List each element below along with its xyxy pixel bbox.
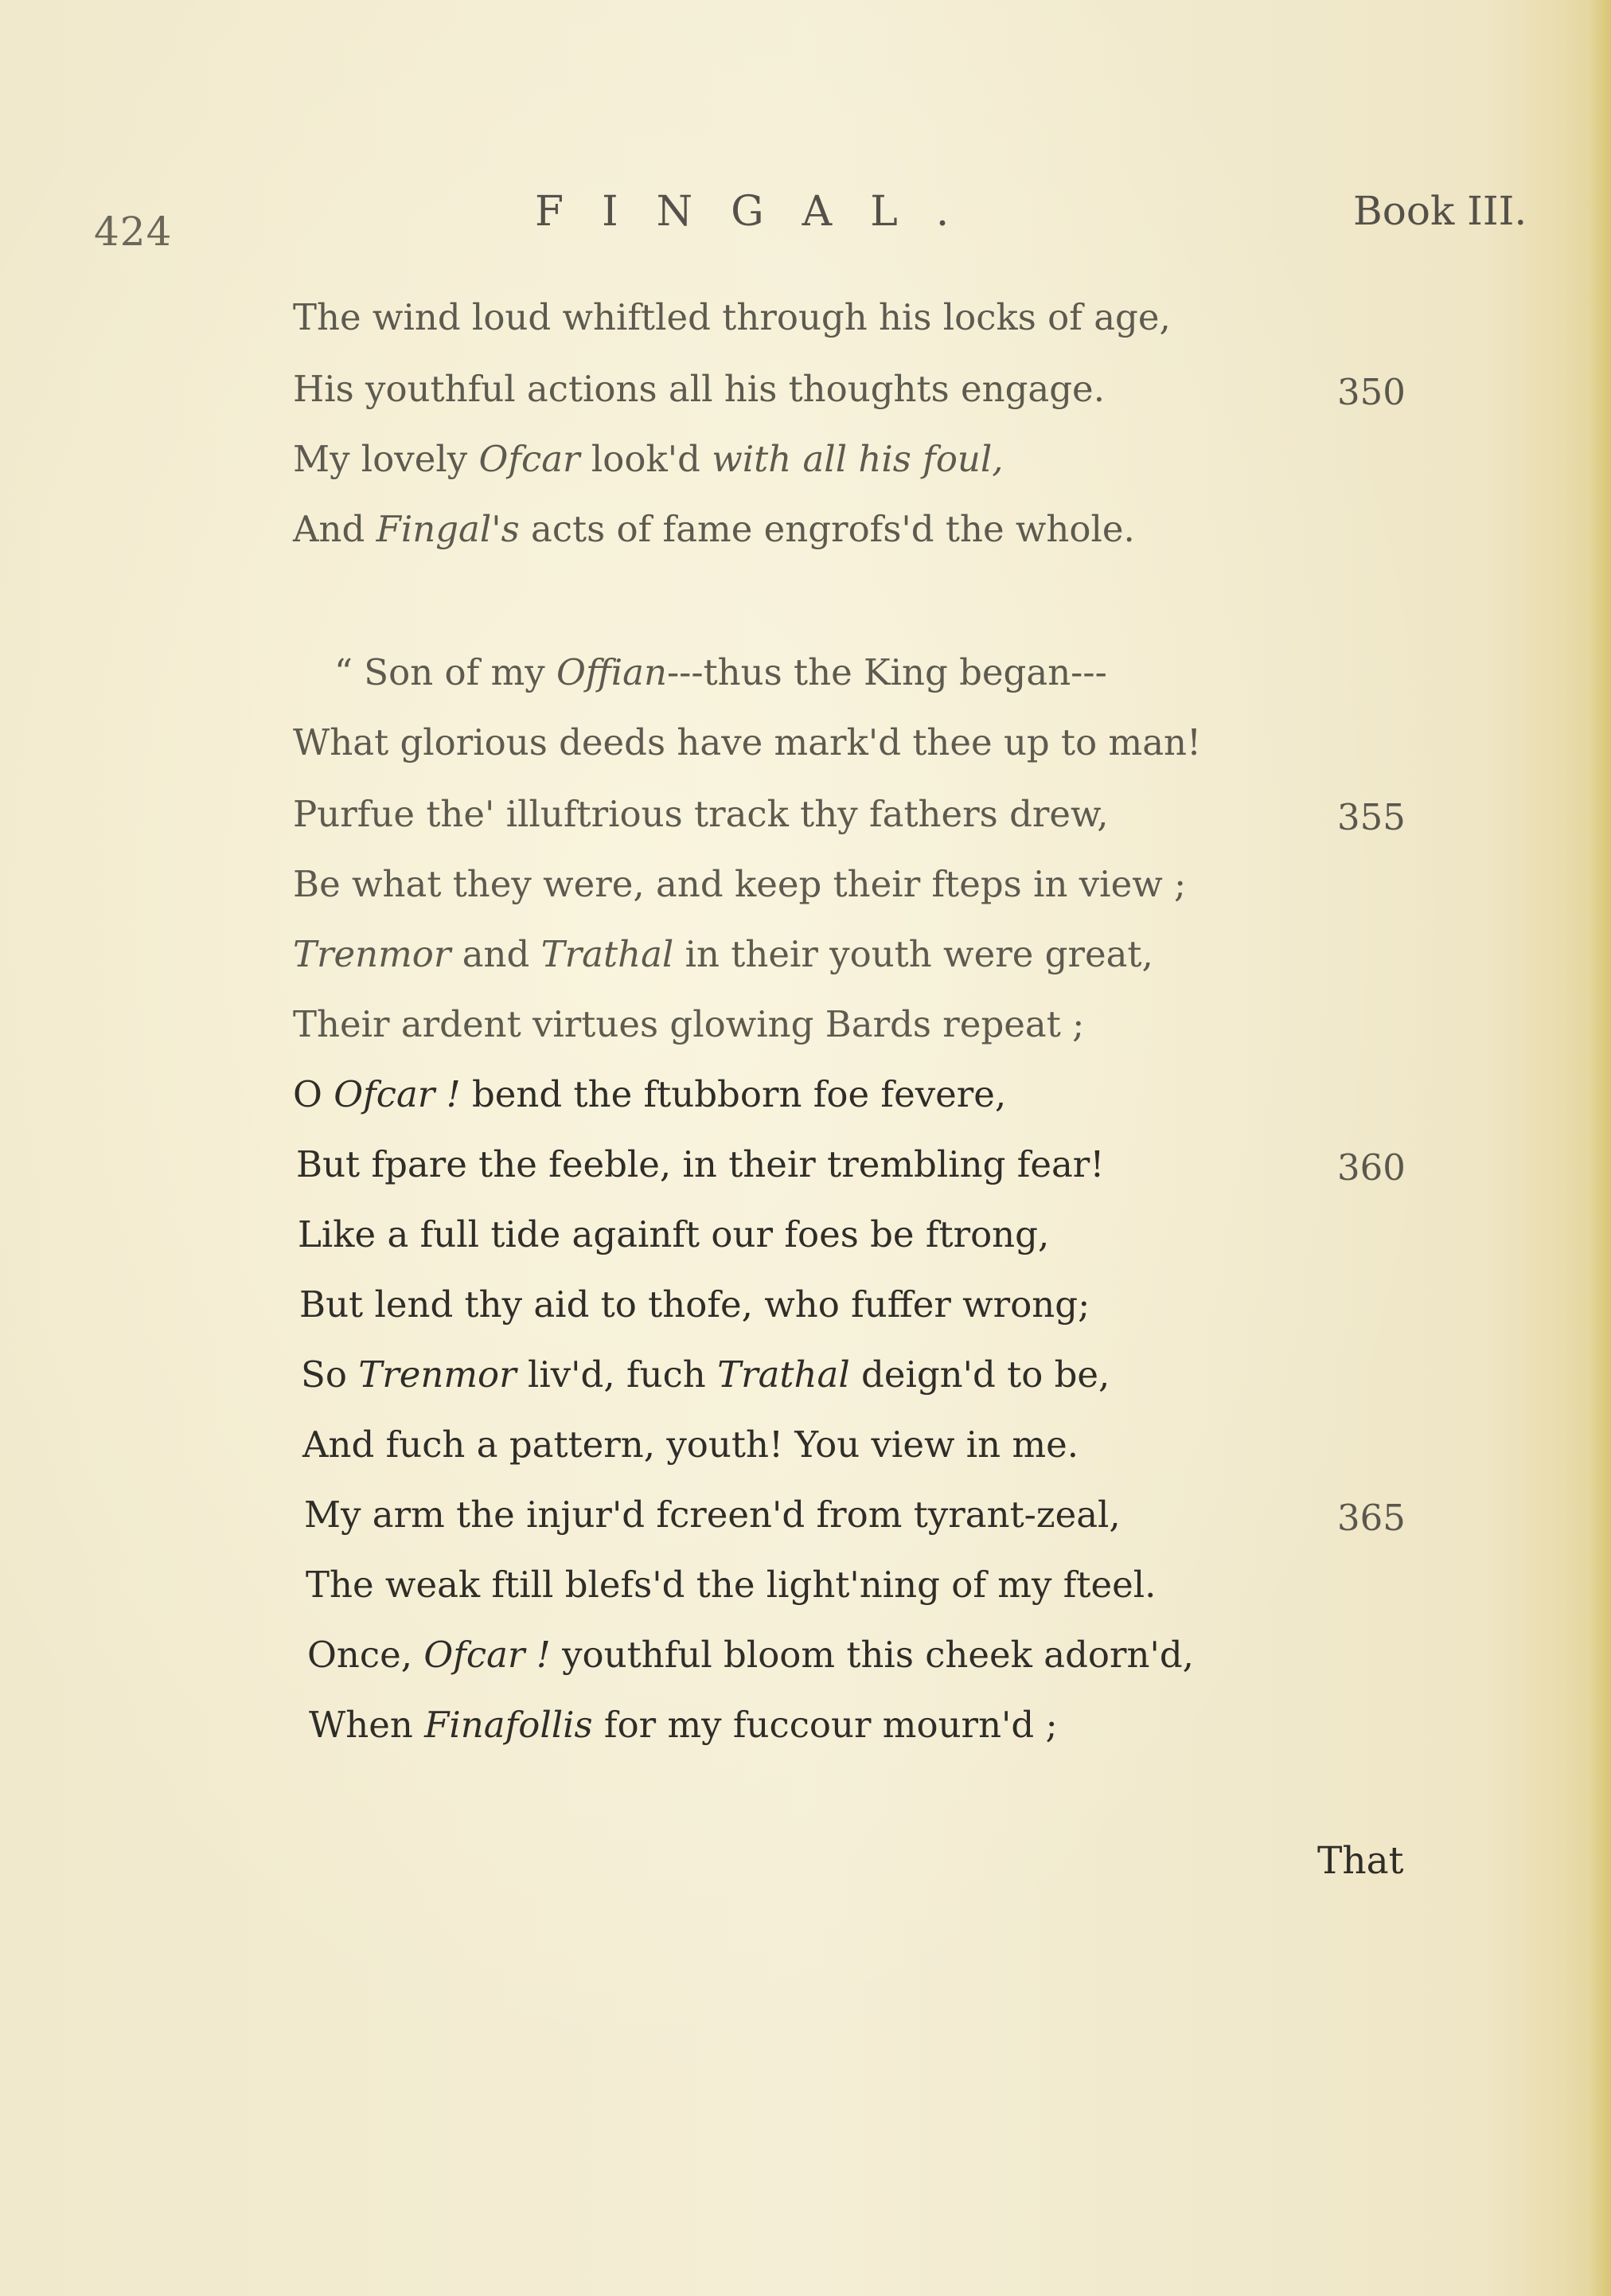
- verse-line: Their ardent virtues glowing Bards repeat ;: [293, 1003, 1085, 1045]
- verse-line: Purfue the' illuftrious track thy fathers drew,: [293, 793, 1109, 835]
- verse-line: And fuch a pattern, youth! You view in me.: [302, 1423, 1079, 1466]
- verse-line: My arm the injur'd fcreen'd from tyrant-zeal,: [304, 1494, 1121, 1536]
- verse-line: “ Son of my Offian---thus the King began---: [334, 651, 1107, 693]
- verse-line: What glorious deeds have mark'd thee up to man!: [293, 721, 1202, 763]
- line-number: 365: [1337, 1497, 1406, 1539]
- page-gutter-shadow: [1589, 0, 1611, 2296]
- catchword: That: [1317, 1839, 1404, 1883]
- verse-line: And Fingal's acts of fame engrofs'd the whole.: [293, 508, 1135, 550]
- verse-line: My lovely Ofcar look'd with all his foul,: [293, 438, 1004, 480]
- verse-line: Be what they were, and keep their fteps in view ;: [293, 863, 1187, 905]
- verse-line: Like a full tide againft our foes be ftrong,: [298, 1213, 1050, 1255]
- line-number: 350: [1337, 371, 1406, 413]
- verse-line: When Finafollis for my fuccour mourn'd ;: [309, 1704, 1058, 1746]
- verse-line: But fpare the feeble, in their trembling fear!: [296, 1143, 1105, 1185]
- verse-line: Trenmor and Trathal in their youth were great,: [293, 933, 1153, 975]
- line-number: 355: [1337, 796, 1406, 838]
- verse-line: So Trenmor liv'd, fuch Trathal deign'd to be,: [301, 1353, 1110, 1396]
- verse-line: The wind loud whiftled through his locks of age,: [293, 296, 1171, 338]
- verse-line: O Ofcar ! bend the ftubborn foe fevere,: [293, 1073, 1007, 1115]
- line-number: 360: [1337, 1146, 1406, 1189]
- verse-line: The weak ftill blefs'd the light'ning of my fteel.: [306, 1564, 1157, 1606]
- verse-line: His youthful actions all his thoughts engage.: [293, 368, 1105, 410]
- page-number: 424: [94, 209, 173, 255]
- verse-line: But lend thy aid to thofe, who fuffer wrong;: [299, 1283, 1090, 1326]
- book-label: Book III.: [1353, 188, 1527, 234]
- verse-line: Once, Ofcar ! youthful bloom this cheek adorn'd,: [307, 1634, 1194, 1676]
- running-title: FINGAL.: [535, 188, 988, 236]
